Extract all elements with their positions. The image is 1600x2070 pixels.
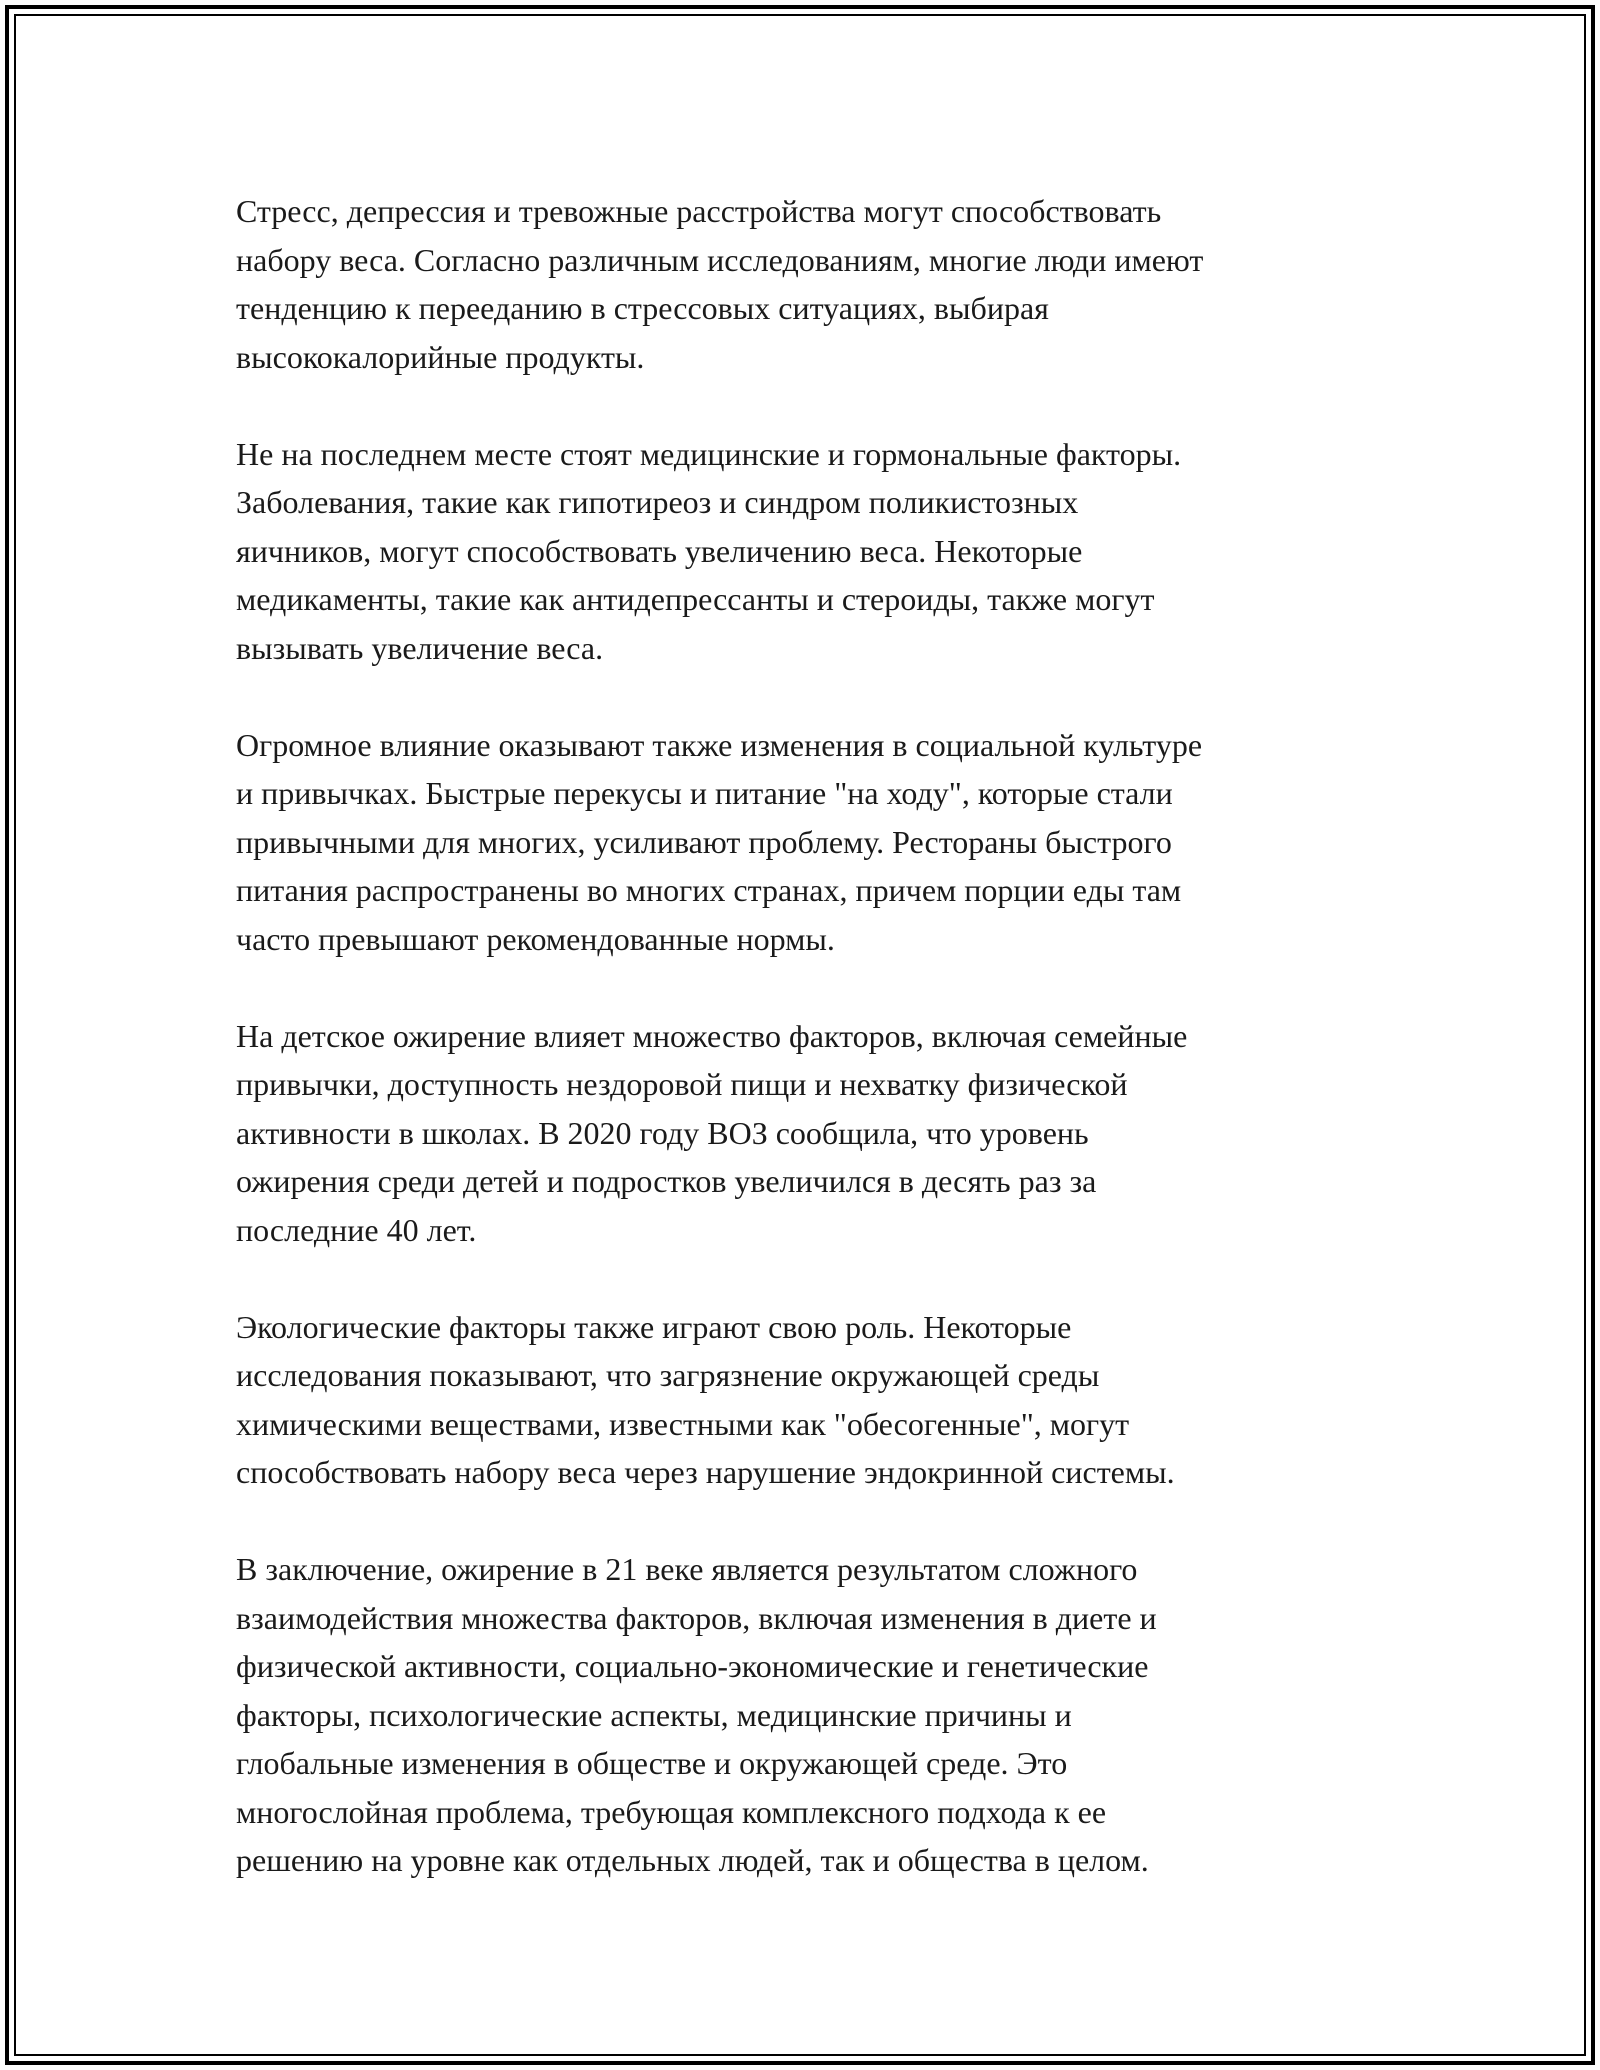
document-body: [236, 187, 1366, 1885]
text-line: Огромное влияние оказывают также изменения в социальной культуре: [236, 726, 1203, 763]
text-line: глобальные изменения в обществе и окружающей среде. Это: [236, 1745, 1068, 1781]
text-line: способствовать набору веса через нарушение эндокринной системы.: [236, 1454, 1175, 1490]
text-line: активности в школах. В 2020 году ВОЗ сообщила, что уровень: [236, 1114, 1089, 1151]
paragraph-environmental-factors: [236, 1303, 1366, 1497]
paragraph-conclusion: [236, 1545, 1366, 1885]
text-line: физической активности, социально-экономические и генетические: [236, 1648, 1149, 1684]
text-line: медикаменты, такие как антидепрессанты и стероиды, также могут: [236, 581, 1155, 617]
text-line: Стресс, депрессия и тревожные расстройства могут способствовать: [236, 193, 1162, 229]
text-line: химическими веществами, известными как "обесогенные", могут: [236, 1405, 1130, 1442]
text-line: последние 40 лет.: [236, 1211, 477, 1248]
text-line: исследования показывают, что загрязнение окружающей среды: [236, 1357, 1100, 1393]
text-line: вызывать увеличение веса.: [236, 629, 604, 666]
text-line: Не на последнем месте стоят медицинские и гормональные факторы.: [236, 435, 1182, 472]
text-line: Заболевания, такие как гипотиреоз и синдром поликистозных: [236, 484, 1079, 520]
text-line: и привычках. Быстрые перекусы и питание "на ходу", которые стали: [236, 775, 1173, 811]
text-line: привычными для многих, усиливают проблему. Рестораны быстрого: [236, 823, 1172, 860]
text-line: высококалорийные продукты.: [236, 338, 645, 375]
text-line: В заключение, ожирение в 21 веке является результатом сложного: [236, 1551, 1138, 1587]
text-line: ожирения среди детей и подростков увеличился в десять раз за: [236, 1163, 1097, 1199]
text-line: многослойная проблема, требующая комплексного подхода к ее: [236, 1793, 1107, 1830]
text-line: тенденцию к перееданию в стрессовых ситуациях, выбирая: [236, 290, 1049, 326]
paragraph-stress: [236, 187, 1366, 381]
text-line: привычки, доступность нездоровой пищи и нехватку физической: [236, 1066, 1128, 1102]
paragraph-social-culture: [236, 721, 1366, 964]
text-line: яичников, могут способствовать увеличению веса. Некоторые: [236, 532, 1083, 569]
text-line: решению на уровне как отдельных людей, так и общества в целом.: [236, 1842, 1149, 1878]
paragraph-medical-factors: [236, 430, 1366, 673]
text-line: Экологические факторы также играют свою роль. Некоторые: [236, 1308, 1072, 1345]
text-line: набору веса. Согласно различным исследованиям, многие люди имеют: [236, 241, 1204, 278]
text-line: питания распространены во многих странах, причем порции еды там: [236, 872, 1182, 908]
text-line: взаимодействия множества факторов, включая изменения в диете и: [236, 1599, 1157, 1636]
text-line: часто превышают рекомендованные нормы.: [236, 920, 835, 957]
text-line: факторы, психологические аспекты, медицинские причины и: [236, 1696, 1072, 1733]
text-line: На детское ожирение влияет множество факторов, включая семейные: [236, 1017, 1188, 1054]
paragraph-child-obesity: [236, 1012, 1366, 1255]
